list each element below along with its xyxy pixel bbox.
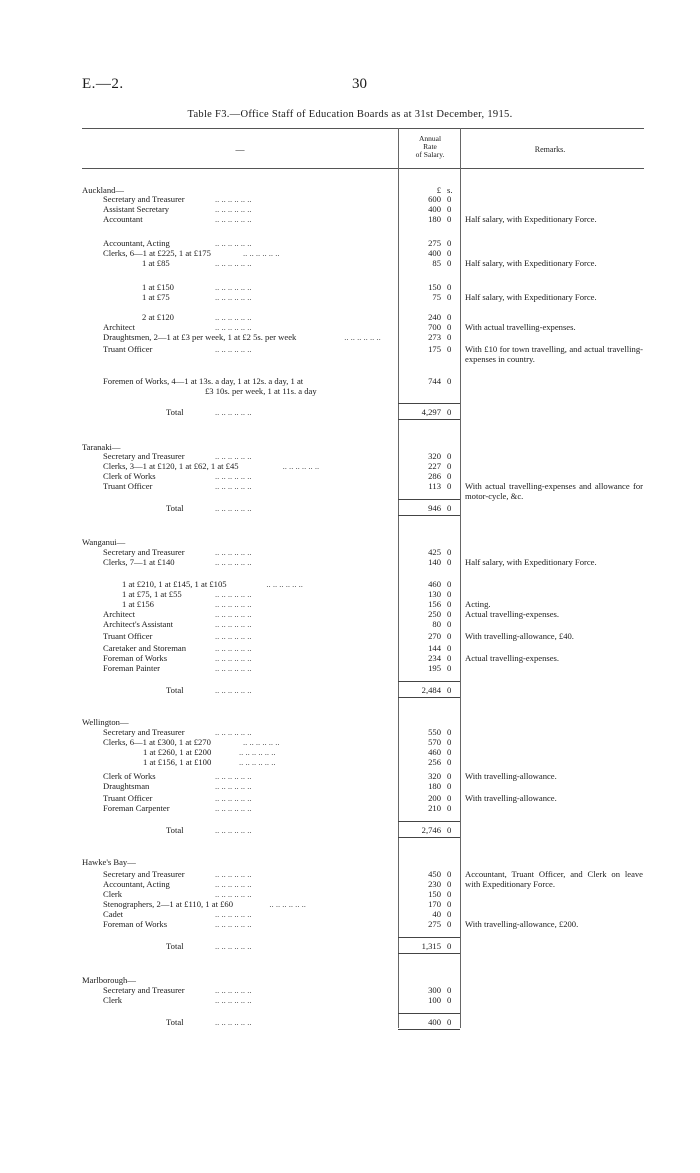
rate-shillings: 0 xyxy=(447,727,452,737)
rate-shillings: 0 xyxy=(447,471,452,481)
total-top-rule xyxy=(398,821,460,822)
row-label: 1 at £156 xyxy=(122,599,154,609)
rate-pounds: 180 xyxy=(428,781,441,791)
rate-shillings: 0 xyxy=(447,557,452,567)
total-pounds: 2,484 xyxy=(421,685,441,695)
row-label: Clerks, 3—1 at £120, 1 at £62, 1 at £45 xyxy=(103,461,239,471)
rate-shillings: 0 xyxy=(447,599,452,609)
rate-shillings: 0 xyxy=(447,643,452,653)
total-shillings: 0 xyxy=(447,941,452,951)
rate-left-rule xyxy=(398,128,399,1028)
row-remarks: With actual travelling-expenses. xyxy=(465,322,576,332)
total-bottom-rule xyxy=(398,697,460,698)
row-label: Foremen of Works, 4—1 at 13s. a day, 1 at 12s. a day, 1 at xyxy=(103,376,304,386)
rate-shillings: 0 xyxy=(447,204,452,214)
total-label: Total xyxy=(166,1017,184,1027)
row-label: Truant Officer xyxy=(103,631,153,641)
total-pounds: 946 xyxy=(428,503,441,513)
row-remarks: With travelling-allowance. xyxy=(465,793,557,803)
leader-dots: .. .. .. .. .. .. xyxy=(243,737,280,747)
row-label: Clerks, 7—1 at £140 xyxy=(103,557,175,567)
leader-dots: .. .. .. .. .. .. xyxy=(215,995,252,1005)
row-label: Clerks, 6—1 at £300, 1 at £270 xyxy=(103,737,211,747)
row-label: Accountant, Acting xyxy=(103,879,170,889)
region-heading: Wellington— xyxy=(82,717,129,727)
row-label: Clerk xyxy=(103,995,123,1005)
row-label: Foreman Painter xyxy=(103,663,161,673)
leader-dots: .. .. .. .. .. .. xyxy=(215,481,252,491)
leader-dots: .. .. .. .. .. .. xyxy=(215,214,252,224)
leader-dots: .. .. .. .. .. .. xyxy=(215,451,252,461)
row-label: Draughtsman xyxy=(103,781,150,791)
region-heading: Wanganui— xyxy=(82,537,126,547)
total-label: Total xyxy=(166,685,184,695)
row-label: Clerk xyxy=(103,889,123,899)
row-label: Secretary and Treasurer xyxy=(103,985,185,995)
leader-dots: .. .. .. .. .. .. xyxy=(215,879,252,889)
rate-pounds: 400 xyxy=(428,204,441,214)
rate-shillings: 0 xyxy=(447,899,452,909)
leader-dots: .. .. .. .. .. .. xyxy=(215,557,252,567)
row-remarks: Acting. xyxy=(465,599,491,609)
row-label: Clerk of Works xyxy=(103,771,156,781)
row-label: Secretary and Treasurer xyxy=(103,194,185,204)
rate-pounds: 320 xyxy=(428,771,441,781)
rate-shillings: 0 xyxy=(447,589,452,599)
leader-dots: .. .. .. .. .. .. xyxy=(215,547,252,557)
rate-pounds: 75 xyxy=(432,292,441,302)
rate-shillings: 0 xyxy=(447,803,452,813)
rate-pounds: 550 xyxy=(428,727,441,737)
row-label: Accountant, Acting xyxy=(103,238,170,248)
leader-dots: .. .. .. .. .. .. xyxy=(215,1017,252,1027)
rate-head-line-3: of Salary. xyxy=(415,150,445,159)
rate-pounds: 170 xyxy=(428,899,441,909)
rate-shillings: 0 xyxy=(447,344,452,354)
total-top-rule xyxy=(398,1013,460,1014)
leader-dots: .. .. .. .. .. .. xyxy=(239,757,276,767)
rate-pounds: 570 xyxy=(428,737,441,747)
leader-dots: .. .. .. .. .. .. xyxy=(215,344,252,354)
rate-pounds: 460 xyxy=(428,579,441,589)
rate-shillings: 0 xyxy=(447,248,452,258)
row-label: Secretary and Treasurer xyxy=(103,547,185,557)
leader-dots: .. .. .. .. .. .. xyxy=(215,793,252,803)
leader-dots: .. .. .. .. .. .. xyxy=(215,781,252,791)
row-label: Stenographers, 2—1 at £110, 1 at £60 xyxy=(103,899,233,909)
rate-shillings: 0 xyxy=(447,312,452,322)
row-label: Assistant Secretary xyxy=(103,204,170,214)
rate-right-rule xyxy=(460,128,461,1028)
total-bottom-rule xyxy=(398,1029,460,1030)
row-label: Accountant xyxy=(103,214,143,224)
rate-pounds: 700 xyxy=(428,322,441,332)
leader-dots: .. .. .. .. .. .. xyxy=(215,985,252,995)
row-remarks: Half salary, with Expeditionary Force. xyxy=(465,557,597,567)
rate-shillings: 0 xyxy=(447,292,452,302)
column-head-remarks: Remarks. xyxy=(534,145,566,154)
rate-shillings: 0 xyxy=(447,663,452,673)
rate-pounds: 286 xyxy=(428,471,441,481)
rate-head-line-1: Annual xyxy=(418,134,442,143)
rate-pounds: 250 xyxy=(428,609,441,619)
rate-pounds: 400 xyxy=(428,248,441,258)
leader-dots: .. .. .. .. .. .. xyxy=(239,747,276,757)
total-label: Total xyxy=(166,503,184,513)
rate-shillings: 0 xyxy=(447,376,452,386)
row-label: Foreman Carpenter xyxy=(103,803,170,813)
row-remarks: With £10 for town travelling, and actual travelling-expenses in country. xyxy=(465,344,643,364)
leader-dots: .. .. .. .. .. .. xyxy=(215,609,252,619)
leader-dots: .. .. .. .. .. .. xyxy=(215,653,252,663)
rate-pounds: 150 xyxy=(428,889,441,899)
region-heading: Marlborough— xyxy=(82,975,136,985)
total-top-rule xyxy=(398,499,460,500)
rate-pounds: 256 xyxy=(428,757,441,767)
leader-dots: .. .. .. .. .. .. xyxy=(215,619,252,629)
rate-shillings: 0 xyxy=(447,579,452,589)
row-label: 1 at £75, 1 at £55 xyxy=(122,589,182,599)
total-top-rule xyxy=(398,681,460,682)
row-remarks: Actual travelling-expenses. xyxy=(465,653,560,663)
rate-pounds: 113 xyxy=(428,481,441,491)
leader-dots: .. .. .. .. .. .. xyxy=(215,771,252,781)
pound-unit: £ xyxy=(436,185,441,195)
leader-dots: .. .. .. .. .. .. xyxy=(215,204,252,214)
row-label: Architect's Assistant xyxy=(103,619,174,629)
row-label: Clerk of Works xyxy=(103,471,156,481)
rate-pounds: 150 xyxy=(428,282,441,292)
header-top-rule xyxy=(82,128,644,129)
row-remarks: With travelling-allowance, £40. xyxy=(465,631,574,641)
rate-shillings: 0 xyxy=(447,757,452,767)
total-bottom-rule xyxy=(398,837,460,838)
total-pounds: 1,315 xyxy=(421,941,441,951)
total-bottom-rule xyxy=(398,419,460,420)
row-remarks: With travelling-allowance, £200. xyxy=(465,919,579,929)
leader-dots: .. .. .. .. .. .. xyxy=(269,899,306,909)
rate-pounds: 273 xyxy=(428,332,441,342)
total-shillings: 0 xyxy=(447,503,452,513)
table-title: Table F3.—Office Staff of Education Boards as at 31st December, 1915. xyxy=(187,109,513,120)
row-label: Foreman of Works xyxy=(103,919,168,929)
rate-shillings: 0 xyxy=(447,194,452,204)
leader-dots: .. .. .. .. .. .. xyxy=(215,589,252,599)
leader-dots: .. .. .. .. .. .. xyxy=(215,869,252,879)
row-label: Draughtsmen, 2—1 at £3 per week, 1 at £2 5s. per week xyxy=(103,332,297,342)
rate-pounds: 230 xyxy=(428,879,441,889)
row-remarks: With actual travelling-expenses and allowance for motor-cycle, &c. xyxy=(465,481,643,501)
leader-dots: .. .. .. .. .. .. xyxy=(215,322,252,332)
rate-shillings: 0 xyxy=(447,919,452,929)
total-top-rule xyxy=(398,403,460,404)
rate-shillings: 0 xyxy=(447,793,452,803)
rate-pounds: 140 xyxy=(428,557,441,567)
row-remarks: Half salary, with Expeditionary Force. xyxy=(465,258,597,268)
rate-shillings: 0 xyxy=(447,869,452,879)
leader-dots: .. .. .. .. .. .. xyxy=(215,282,252,292)
leader-dots: .. .. .. .. .. .. xyxy=(215,727,252,737)
leader-dots: .. .. .. .. .. .. xyxy=(282,461,320,471)
leader-dots: .. .. .. .. .. .. xyxy=(215,238,252,248)
leader-dots: .. .. .. .. .. .. xyxy=(215,407,252,417)
total-label: Total xyxy=(166,825,184,835)
column-head-rate xyxy=(405,135,455,159)
rate-pounds: 275 xyxy=(428,238,441,248)
rate-pounds: 40 xyxy=(432,909,441,919)
row-label: Clerks, 6—1 at £225, 1 at £175 xyxy=(103,248,211,258)
row-label: Architect xyxy=(103,322,135,332)
rate-pounds: 240 xyxy=(428,312,441,322)
rate-shillings: 0 xyxy=(447,214,452,224)
page-id: E.—2. xyxy=(82,76,124,92)
rate-shillings: 0 xyxy=(447,322,452,332)
leader-dots: .. .. .. .. .. .. xyxy=(215,919,252,929)
leader-dots: .. .. .. .. .. .. xyxy=(215,889,252,899)
rate-pounds: 200 xyxy=(428,793,441,803)
rate-pounds: 425 xyxy=(428,547,441,557)
rate-shillings: 0 xyxy=(447,995,452,1005)
row-remarks: Actual travelling-expenses. xyxy=(465,609,560,619)
leader-dots: .. .. .. .. .. .. xyxy=(215,631,252,641)
total-pounds: 4,297 xyxy=(421,407,441,417)
row-label: Secretary and Treasurer xyxy=(103,451,185,461)
rate-shillings: 0 xyxy=(447,451,452,461)
row-label: Architect xyxy=(103,609,135,619)
rate-shillings: 0 xyxy=(447,631,452,641)
rate-shillings: 0 xyxy=(447,547,452,557)
rate-pounds: 85 xyxy=(432,258,441,268)
total-shillings: 0 xyxy=(447,1017,452,1027)
row-remarks: Accountant, Truant Officer, and Clerk on leave with Expeditionary Force. xyxy=(465,869,643,889)
rate-shillings: 0 xyxy=(447,771,452,781)
region-heading: Auckland— xyxy=(82,185,125,195)
row-label: 1 at £85 xyxy=(142,258,170,268)
rate-shillings: 0 xyxy=(447,653,452,663)
total-label: Total xyxy=(166,941,184,951)
total-label: Total xyxy=(166,407,184,417)
rate-pounds: 744 xyxy=(428,376,441,386)
row-label: Foreman of Works xyxy=(103,653,168,663)
leader-dots: .. .. .. .. .. .. xyxy=(215,258,252,268)
rate-shillings: 0 xyxy=(447,481,452,491)
leader-dots: .. .. .. .. .. .. xyxy=(215,503,252,513)
row-label: Secretary and Treasurer xyxy=(103,869,185,879)
header-bottom-rule xyxy=(82,168,644,169)
leader-dots: .. .. .. .. .. .. xyxy=(215,643,252,653)
row-remarks: Half salary, with Expeditionary Force. xyxy=(465,214,597,224)
rate-shillings: 0 xyxy=(447,985,452,995)
rate-pounds: 210 xyxy=(428,803,441,813)
total-pounds: 400 xyxy=(428,1017,441,1027)
rate-head-line-2: Rate xyxy=(423,142,437,151)
row-label: Truant Officer xyxy=(103,344,153,354)
rate-shillings: 0 xyxy=(447,258,452,268)
rate-shillings: 0 xyxy=(447,282,452,292)
rate-pounds: 180 xyxy=(428,214,441,224)
total-bottom-rule xyxy=(398,515,460,516)
row-label: Caretaker and Storeman xyxy=(103,643,187,653)
rate-pounds: 100 xyxy=(428,995,441,1005)
rate-shillings: 0 xyxy=(447,737,452,747)
rate-pounds: 80 xyxy=(432,619,441,629)
row-label-continued: £3 10s. per week, 1 at 11s. a day xyxy=(205,386,317,396)
column-head-description: — xyxy=(235,145,245,155)
row-label: 1 at £150 xyxy=(142,282,174,292)
rate-shillings: 0 xyxy=(447,747,452,757)
page-number: 30 xyxy=(352,76,367,92)
leader-dots: .. .. .. .. .. .. xyxy=(215,803,252,813)
leader-dots: .. .. .. .. .. .. xyxy=(215,599,252,609)
rate-pounds: 270 xyxy=(428,631,441,641)
total-pounds: 2,746 xyxy=(421,825,441,835)
row-label: Cadet xyxy=(103,909,124,919)
total-shillings: 0 xyxy=(447,685,452,695)
rate-pounds: 227 xyxy=(428,461,441,471)
total-shillings: 0 xyxy=(447,825,452,835)
rate-pounds: 156 xyxy=(428,599,441,609)
region-heading: Hawke's Bay— xyxy=(82,857,136,867)
rate-shillings: 0 xyxy=(447,909,452,919)
rate-pounds: 195 xyxy=(428,663,441,673)
leader-dots: .. .. .. .. .. .. xyxy=(344,332,381,342)
region-heading: Taranaki— xyxy=(82,442,121,452)
leader-dots: .. .. .. .. .. .. xyxy=(266,579,303,589)
rate-shillings: 0 xyxy=(447,781,452,791)
rate-shillings: 0 xyxy=(447,609,452,619)
rate-pounds: 144 xyxy=(428,643,441,653)
leader-dots: .. .. .. .. .. .. xyxy=(215,292,252,302)
leader-dots: .. .. .. .. .. .. xyxy=(215,685,252,695)
rate-shillings: 0 xyxy=(447,619,452,629)
rate-pounds: 275 xyxy=(428,919,441,929)
row-label: 1 at £75 xyxy=(142,292,170,302)
total-shillings: 0 xyxy=(447,407,452,417)
leader-dots: .. .. .. .. .. .. xyxy=(215,194,252,204)
leader-dots: .. .. .. .. .. .. xyxy=(215,471,252,481)
leader-dots: .. .. .. .. .. .. xyxy=(215,941,252,951)
leader-dots: .. .. .. .. .. .. xyxy=(215,909,252,919)
leader-dots: .. .. .. .. .. .. xyxy=(243,248,280,258)
row-label: Secretary and Treasurer xyxy=(103,727,185,737)
row-label: Truant Officer xyxy=(103,793,153,803)
rate-pounds: 320 xyxy=(428,451,441,461)
rate-pounds: 600 xyxy=(428,194,441,204)
leader-dots: .. .. .. .. .. .. xyxy=(215,825,252,835)
row-label: 1 at £210, 1 at £145, 1 at £105 xyxy=(122,579,227,589)
row-label: 1 at £260, 1 at £200 xyxy=(143,747,212,757)
leader-dots: .. .. .. .. .. .. xyxy=(215,663,252,673)
row-label: 1 at £156, 1 at £100 xyxy=(143,757,212,767)
rate-pounds: 460 xyxy=(428,747,441,757)
leader-dots: .. .. .. .. .. .. xyxy=(215,312,252,322)
total-top-rule xyxy=(398,937,460,938)
rate-pounds: 300 xyxy=(428,985,441,995)
rate-shillings: 0 xyxy=(447,879,452,889)
total-bottom-rule xyxy=(398,953,460,954)
shilling-unit: s. xyxy=(447,185,453,195)
row-remarks: With travelling-allowance. xyxy=(465,771,557,781)
rate-pounds: 234 xyxy=(428,653,441,663)
rate-shillings: 0 xyxy=(447,332,452,342)
rate-shillings: 0 xyxy=(447,238,452,248)
rate-shillings: 0 xyxy=(447,889,452,899)
rate-pounds: 450 xyxy=(428,869,441,879)
row-label: Truant Officer xyxy=(103,481,153,491)
row-label: 2 at £120 xyxy=(142,312,174,322)
rate-shillings: 0 xyxy=(447,461,452,471)
rate-pounds: 130 xyxy=(428,589,441,599)
rate-pounds: 175 xyxy=(428,344,441,354)
row-remarks: Half salary, with Expeditionary Force. xyxy=(465,292,597,302)
